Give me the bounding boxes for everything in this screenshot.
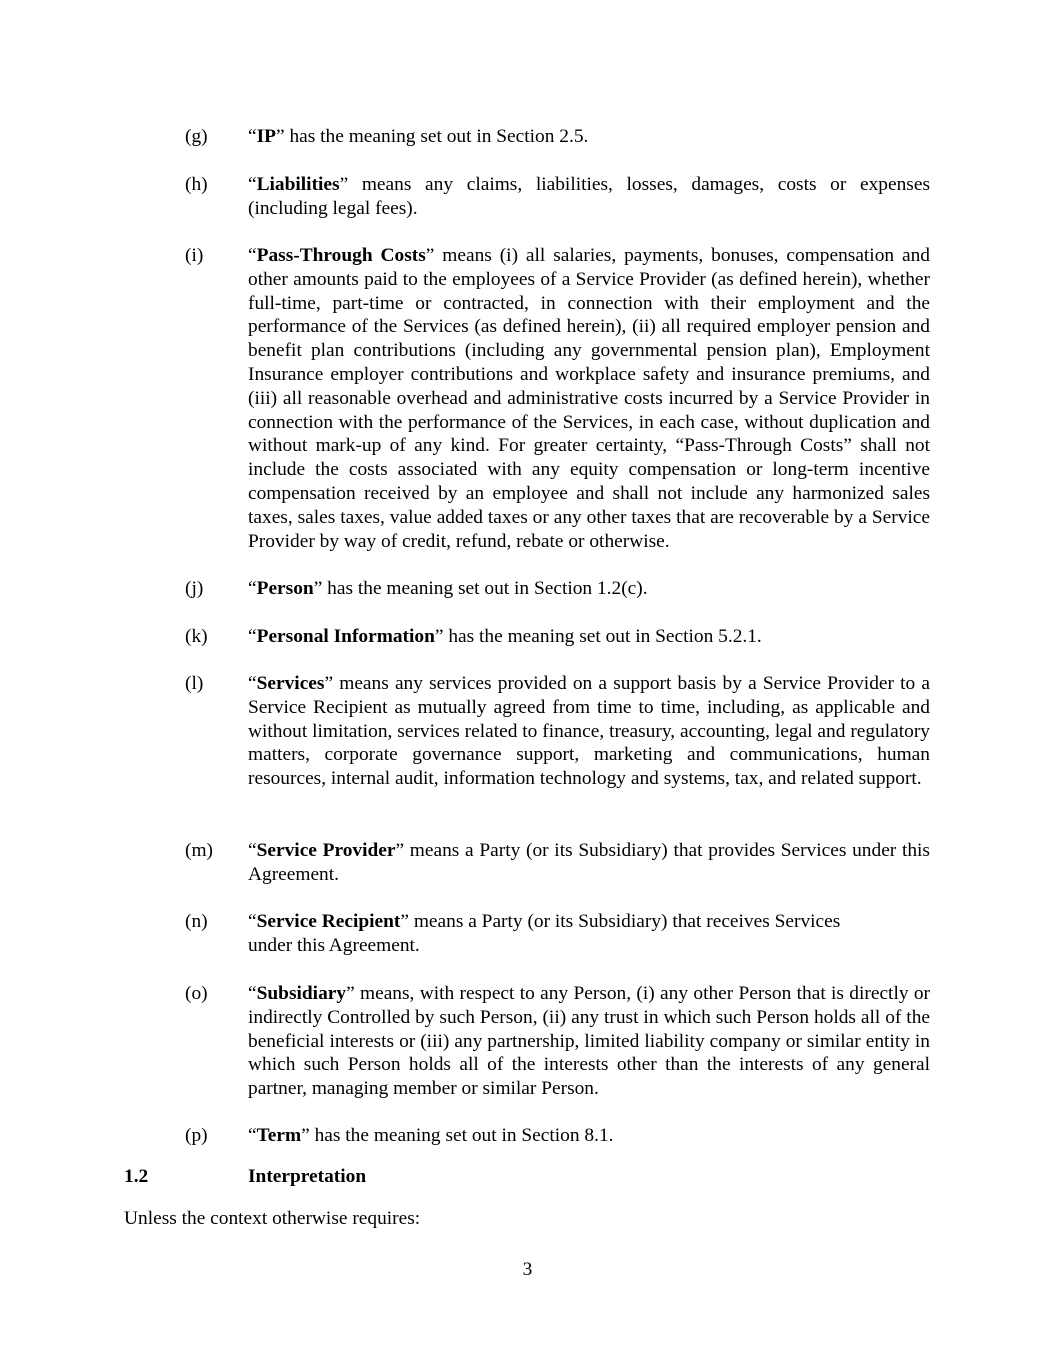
section-number: 1.2 xyxy=(124,1166,149,1187)
defined-term: Services xyxy=(256,673,325,694)
definition-text: has the meaning set out in Section 5.2.1. xyxy=(443,626,762,647)
definition-marker: (j) xyxy=(185,578,204,599)
defined-term: Service Provider xyxy=(256,840,396,861)
definition-body: “Pass-Through Costs” means (i) all salaries, payments, bonuses, compensation and other amounts paid to the employees of a Service Provider (as defined herein), whether full-time, part-time or contracted, in connection with their employment and the performance of the Services (as defined herein), (ii) all required employer pension and benefit plan contributions (including any governmental pension plan), Employment Insurance employer contributions and workplace safety and insurance premiums, and (iii) all reasonable overhead and administrative costs incurred by a Service Provider in connection with the performance of the Services, in each case, without duplication and without mark-up of any kind. For greater certainty, “Pass-Through Costs” shall not include the costs associated with any equity compensation or long-term incentive compensation received by an employee and shall not include any harmonized sales taxes, sales taxes, value added taxes or any other taxes that are recoverable by a Service Provider by way of credit, refund, rebate or otherwise. xyxy=(248,245,930,552)
definition-body: “Person” has the meaning set out in Section 1.2(c). xyxy=(248,578,648,599)
defined-term: IP xyxy=(256,126,277,147)
defined-term: Subsidiary xyxy=(256,983,347,1004)
definition-text: means a Party (or its Subsidiary) that receives Services under this Agreement. xyxy=(248,911,841,956)
definition-text: has the meaning set out in Section 8.1. xyxy=(309,1125,614,1146)
definition-marker: (m) xyxy=(185,840,213,861)
definition-body: “Liabilities” means any claims, liabilities, losses, damages, costs or expenses (including legal fees). xyxy=(248,174,930,219)
defined-term: Pass-Through Costs xyxy=(256,245,426,266)
definition-marker: (i) xyxy=(185,245,204,266)
section-title: Interpretation xyxy=(248,1166,367,1187)
definition-text: means any services provided on a support basis by a Service Provider to a Service Recipient as mutually agreed from time to time, including, as applicable and without limitation, services related to finance, treasury, accounting, legal and regulatory matters, corporate governance support, marketing and communications, human resources, internal audit, information technology and systems, tax, and related support. xyxy=(248,673,930,790)
definition-text: has the meaning set out in Section 1.2(c). xyxy=(322,578,648,599)
intro-paragraph: Unless the context otherwise requires: xyxy=(124,1208,421,1229)
page-number: 3 xyxy=(522,1259,533,1280)
definition-marker: (n) xyxy=(185,911,208,932)
definition-body: “Subsidiary” means, with respect to any Person, (i) any other Person that is directly or indirectly Controlled by such Person, (ii) any trust in which such Person holds all of the beneficial interests or (iii) any partnership, limited liability company or similar entity in which such Person holds all of the interests other than the interests of any general partner, managing member or similar Person. xyxy=(248,983,930,1100)
defined-term: Personal Information xyxy=(256,626,435,647)
definition-text: means a Party (or its Subsidiary) that provides Services under this Agreement. xyxy=(248,840,930,885)
definition-text: means, with respect to any Person, (i) any other Person that is directly or indirectly Controlled by such Person, (ii) any trust in which such Person holds all of the beneficial interests or (iii) any partnership, limited liability company or similar entity in which such Person holds all of the interests other than the interests of any general partner, managing member or similar Person. xyxy=(248,983,930,1100)
definition-body: “Term” has the meaning set out in Section 8.1. xyxy=(248,1125,614,1146)
definition-marker: (l) xyxy=(185,673,204,694)
defined-term: Service Recipient xyxy=(256,911,401,932)
definition-body: “IP” has the meaning set out in Section 2.5. xyxy=(248,126,589,147)
definition-text: means (i) all salaries, payments, bonuses, compensation and other amounts paid to the employees of a Service Provider (as defined herein), whether full-time, part-time or contracted, in connection with their employment and the performance of the Services (as defined herein), (ii) all required employer pension and benefit plan contributions (including any governmental pension plan), Employment Insurance employer contributions and workplace safety and insurance premiums, and (iii) all reasonable overhead and administrative costs incurred by a Service Provider in connection with the performance of the Services, in each case, without duplication and without mark-up of any kind. For greater certainty, “Pass-Through Costs” shall not include the costs associated with any equity compensation or long-term incentive compensation received by an employee and shall not include any harmonized sales taxes, sales taxes, value added taxes or any other taxes that are recoverable by a Service Provider by way of credit, refund, rebate or otherwise. xyxy=(248,245,930,552)
defined-term: Person xyxy=(256,578,314,599)
defined-term: Term xyxy=(256,1125,302,1146)
defined-term: Liabilities xyxy=(256,174,340,195)
definition-marker: (o) xyxy=(185,983,208,1004)
definition-text: has the meaning set out in Section 2.5. xyxy=(284,126,589,147)
definition-marker: (p) xyxy=(185,1125,208,1146)
definition-marker: (g) xyxy=(185,126,208,147)
definition-text: means any claims, liabilities, losses, damages, costs or expenses (including legal fees). xyxy=(248,174,930,219)
definition-body: “Personal Information” has the meaning set out in Section 5.2.1. xyxy=(248,626,762,647)
definition-marker: (k) xyxy=(185,626,208,647)
definition-body: “Service Provider” means a Party (or its Subsidiary) that provides Services under this Agreement. xyxy=(248,840,930,885)
definition-body: “Service Recipient” means a Party (or its Subsidiary) that receives Services under this Agreement. xyxy=(248,911,841,956)
definition-body: “Services” means any services provided on a support basis by a Service Provider to a Service Recipient as mutually agreed from time to time, including, as applicable and without limitation, services related to finance, treasury, accounting, legal and regulatory matters, corporate governance support, marketing and communications, human resources, internal audit, information technology and systems, tax, and related support. xyxy=(248,673,930,790)
definition-marker: (h) xyxy=(185,174,208,195)
